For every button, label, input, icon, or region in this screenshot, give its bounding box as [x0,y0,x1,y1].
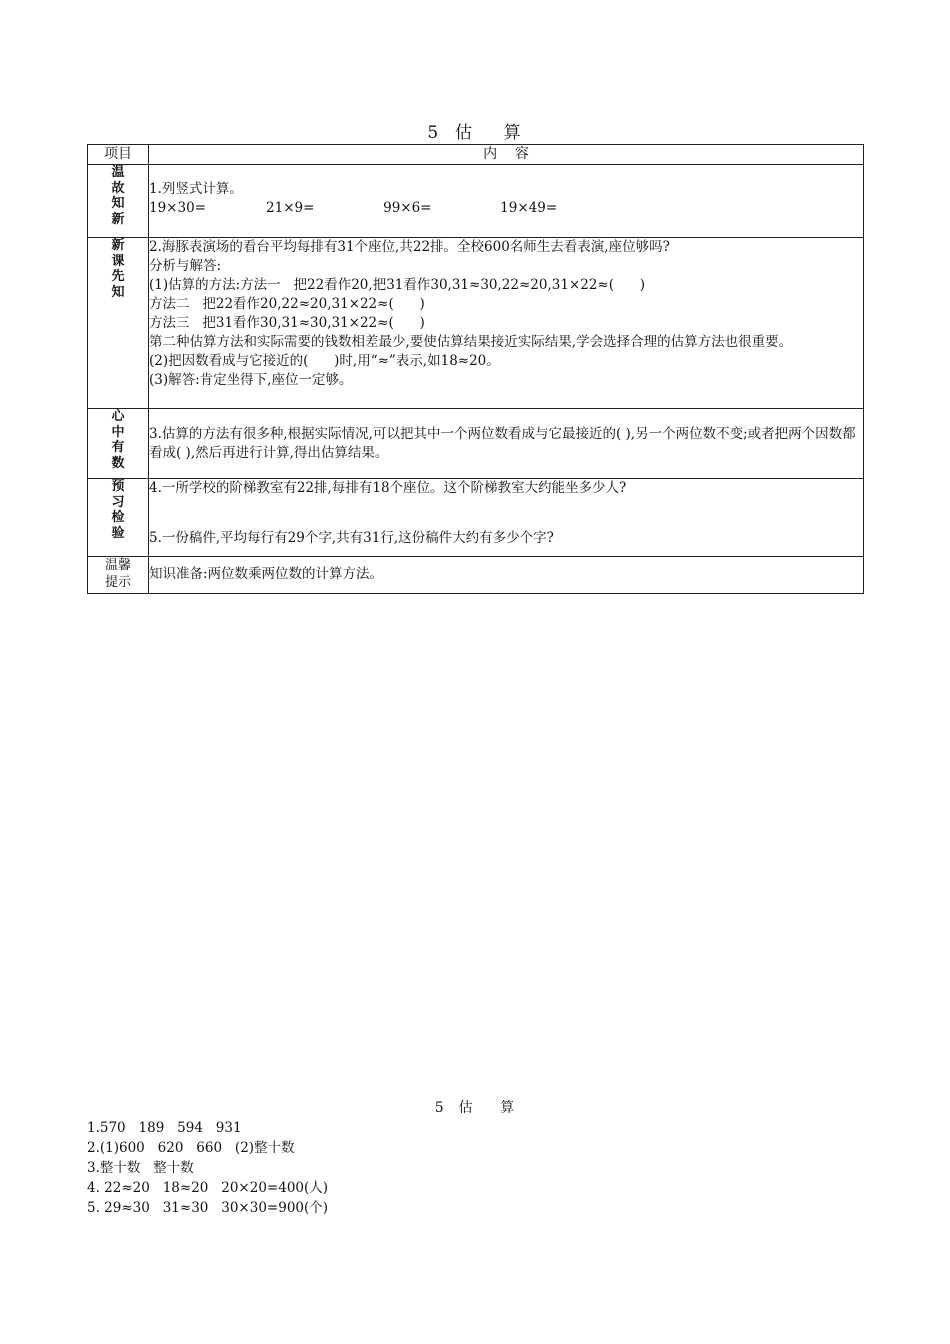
row-content [149,238,864,409]
tip-text: 知识准备:两位数乘两位数的计算方法。 [149,566,384,582]
header-content: 内 容 [149,145,864,165]
label-char: 知 [111,284,125,300]
table-row [88,479,864,557]
row-label [88,238,149,409]
question-text: (2)把因数看成与它接近的( )时,用“≈”表示,如18≈20。 [149,353,500,369]
question-text: 4.一所学校的阶梯教室有22排,每排有18个座位。这个阶梯教室大约能坐多少人? [149,480,627,496]
question-text: 5.一份稿件,平均每行有29个字,共有31行,这份稿件大约有多少个字? [149,530,554,546]
row-content [149,557,864,594]
row-label [88,557,149,594]
label-char: 温 [111,165,125,180]
label-char: 温馨 [104,558,131,573]
table-header-row [88,145,864,165]
label-char: 习 [111,494,125,510]
answer-line: 2.(1)600 620 660 (2)整十数 [87,1140,295,1156]
label-char: 提示 [104,575,131,590]
question-text: 2.海豚表演场的看台平均每排有31个座位,共22排。全校600名师生去看表演,座位够吗? [149,239,670,255]
table-row [88,409,864,479]
label-char: 数 [111,455,125,471]
label-char: 中 [111,424,125,440]
label-char: 检 [111,510,125,525]
table-row [88,557,864,594]
table-row [88,165,864,238]
label-char: 新 [111,238,125,253]
question-text: (1)估算的方法:方法一 把22看作20,把31看作30,31≈30,22≈20,31×22≈( ) [149,277,646,293]
answer-space [149,498,863,529]
label-char: 有 [111,440,125,455]
question-text: (3)解答:肯定坐得下,座位一定够。 [149,372,353,388]
study-plan-table [87,144,864,594]
question-text: 分析与解答: [149,258,222,274]
label-char: 先 [111,269,125,284]
row-label [88,479,149,557]
answer-title: 5 估 算 [434,1100,517,1116]
label-char: 验 [111,525,125,541]
row-content [149,479,864,557]
label-char: 预 [111,479,125,494]
row-label [88,409,149,479]
table-row [88,238,864,409]
answer-key [87,1098,864,1218]
answer-line: 1.570 189 594 931 [87,1120,242,1136]
answer-line: 4. 22≈20 18≈20 20×20=400(人) [87,1180,329,1196]
label-char: 新 [111,211,125,227]
label-char: 心 [111,409,125,424]
label-char: 知 [111,196,125,211]
label-char: 故 [111,180,125,196]
label-char: 课 [111,253,125,269]
page-title: 5 估 算 [427,123,523,143]
question-text: 19×30= 21×9= 99×6= 19×49= [149,200,558,216]
answer-line: 3.整十数 整十数 [87,1160,194,1176]
question-text: 第二种估算方法和实际需要的钱数相差最少,要使估算结果接近实际结果,学会选择合理的估算方法也很重要。 [149,334,793,350]
question-text: 方法二 把22看作20,22≈20,31×22≈( ) [149,296,425,312]
question-text: 1.列竖式计算。 [149,181,243,197]
row-content [149,409,864,479]
row-content [149,165,864,238]
row-label [88,165,149,238]
answer-line: 5. 29≈30 31≈30 30×30=900(个) [87,1200,329,1216]
question-text: 3.估算的方法有很多种,根据实际情况,可以把其中一个两位数看成与它最接近的( ),另一个两位数不变;或者把两个因数都看成( ),然后再进行计算,得出估算结果。 [149,426,856,461]
header-item: 项目 [88,145,149,165]
question-text: 方法三 把31看作30,31≈30,31×22≈( ) [149,315,425,331]
